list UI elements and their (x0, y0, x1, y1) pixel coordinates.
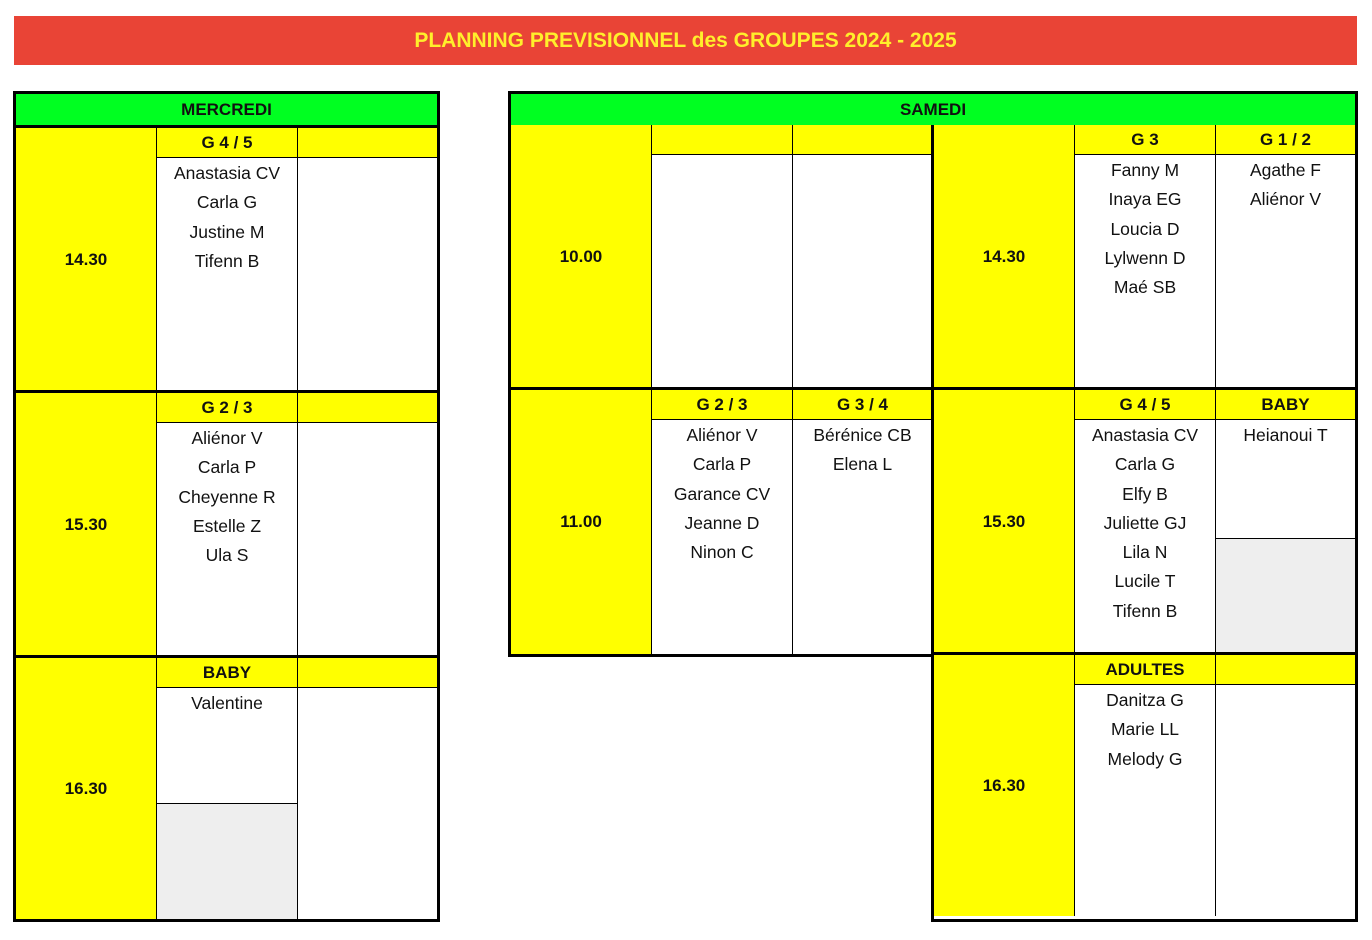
group-header (652, 125, 792, 155)
student-name: Loucia D (1110, 218, 1180, 239)
samedi-morning-table (508, 125, 935, 657)
slot-mercredi-1430 (16, 128, 437, 392)
student-name: Lucile T (1114, 571, 1176, 592)
student-name: Aliénor V (191, 428, 263, 448)
group-column (1075, 655, 1216, 916)
slot-mercredi-1530 (16, 393, 437, 656)
student-name: Anastasia CV (173, 163, 281, 183)
group-column (1216, 125, 1355, 389)
group-column (298, 128, 437, 392)
day-header-samedi: SAMEDI (511, 94, 1355, 128)
page-title: PLANNING PREVISIONNEL des GROUPES 2024 - 2025 (14, 16, 1357, 65)
samedi-header (508, 91, 1358, 128)
student-name: Fanny M (1110, 160, 1180, 180)
student-name: Carla P (197, 457, 257, 478)
time-label: 14.30 (934, 125, 1075, 389)
student-name: Aliénor V (1249, 189, 1321, 210)
empty-cell (1216, 538, 1355, 654)
group-header: G 2 / 3 (157, 393, 297, 423)
group-column (1075, 390, 1216, 654)
group-column (1216, 655, 1355, 916)
group-header: G 3 (1075, 125, 1215, 155)
group-header (793, 125, 932, 155)
student-name: Tifenn B (1112, 600, 1178, 621)
student-name: Anastasia CV (1091, 425, 1199, 445)
student-name: Bérénice CB (813, 425, 912, 445)
slot-samedi-1000 (511, 125, 932, 389)
group-header: ADULTES (1075, 655, 1215, 685)
time-label: 15.30 (16, 393, 157, 656)
student-name: Carla P (692, 454, 752, 475)
day-header-mercredi: MERCREDI (16, 94, 437, 128)
student-name: Agathe F (1249, 160, 1322, 180)
student-name: Maé SB (1113, 277, 1177, 298)
student-name: Cheyenne R (178, 486, 276, 507)
student-name: Garance CV (673, 483, 771, 504)
student-name: Lylwenn D (1104, 247, 1186, 268)
mercredi-table (13, 91, 440, 922)
student-name: Valentine (191, 693, 263, 713)
group-column (1216, 390, 1355, 654)
group-header: G 2 / 3 (652, 390, 792, 420)
time-label: 16.30 (16, 658, 157, 919)
student-name: Tifenn B (194, 250, 260, 271)
slot-mercredi-1630 (16, 658, 437, 919)
group-header: G 4 / 5 (157, 128, 297, 158)
group-header (298, 393, 437, 423)
student-name: Inaya EG (1108, 189, 1182, 210)
group-column (793, 125, 932, 389)
group-column (157, 128, 298, 392)
time-label: 11.00 (511, 390, 652, 654)
student-name: Ula S (205, 545, 249, 566)
student-name: Justine M (189, 221, 265, 242)
student-name: Carla G (196, 192, 258, 213)
group-column (652, 390, 793, 654)
group-header: G 1 / 2 (1216, 125, 1355, 155)
student-name: Aliénor V (686, 425, 758, 445)
group-header (298, 658, 437, 688)
group-header (298, 128, 437, 158)
group-header (1216, 655, 1355, 685)
student-name: Lila N (1122, 542, 1168, 563)
student-name: Danitza G (1106, 690, 1184, 710)
student-name: Juliette GJ (1103, 512, 1187, 533)
empty-cell (157, 803, 297, 919)
group-column (298, 658, 437, 919)
time-label: 14.30 (16, 128, 157, 392)
slot-samedi-1100 (511, 390, 932, 654)
student-name: Estelle Z (192, 515, 262, 536)
time-label: 15.30 (934, 390, 1075, 654)
student-name: Ninon C (690, 542, 754, 563)
group-column (1075, 125, 1216, 389)
group-header: BABY (157, 658, 297, 688)
slot-samedi-1630 (934, 655, 1355, 916)
samedi-afternoon-table (931, 125, 1358, 922)
student-name: Melody G (1107, 748, 1183, 769)
group-column (652, 125, 793, 389)
group-column (298, 393, 437, 656)
student-name: Elfy B (1122, 483, 1168, 504)
student-name: Carla G (1114, 454, 1176, 475)
slot-samedi-1530 (934, 390, 1355, 654)
slot-samedi-1430 (934, 125, 1355, 389)
student-name: Elena L (832, 454, 893, 475)
group-column (793, 390, 932, 654)
group-column (157, 658, 298, 919)
student-name: Marie LL (1110, 719, 1180, 740)
group-header: BABY (1216, 390, 1355, 420)
time-label: 16.30 (934, 655, 1075, 916)
group-header: G 4 / 5 (1075, 390, 1215, 420)
group-header: G 3 / 4 (793, 390, 932, 420)
group-column (157, 393, 298, 656)
time-label: 10.00 (511, 125, 652, 389)
student-name: Jeanne D (684, 512, 760, 533)
student-name: Heianoui T (1243, 425, 1328, 445)
